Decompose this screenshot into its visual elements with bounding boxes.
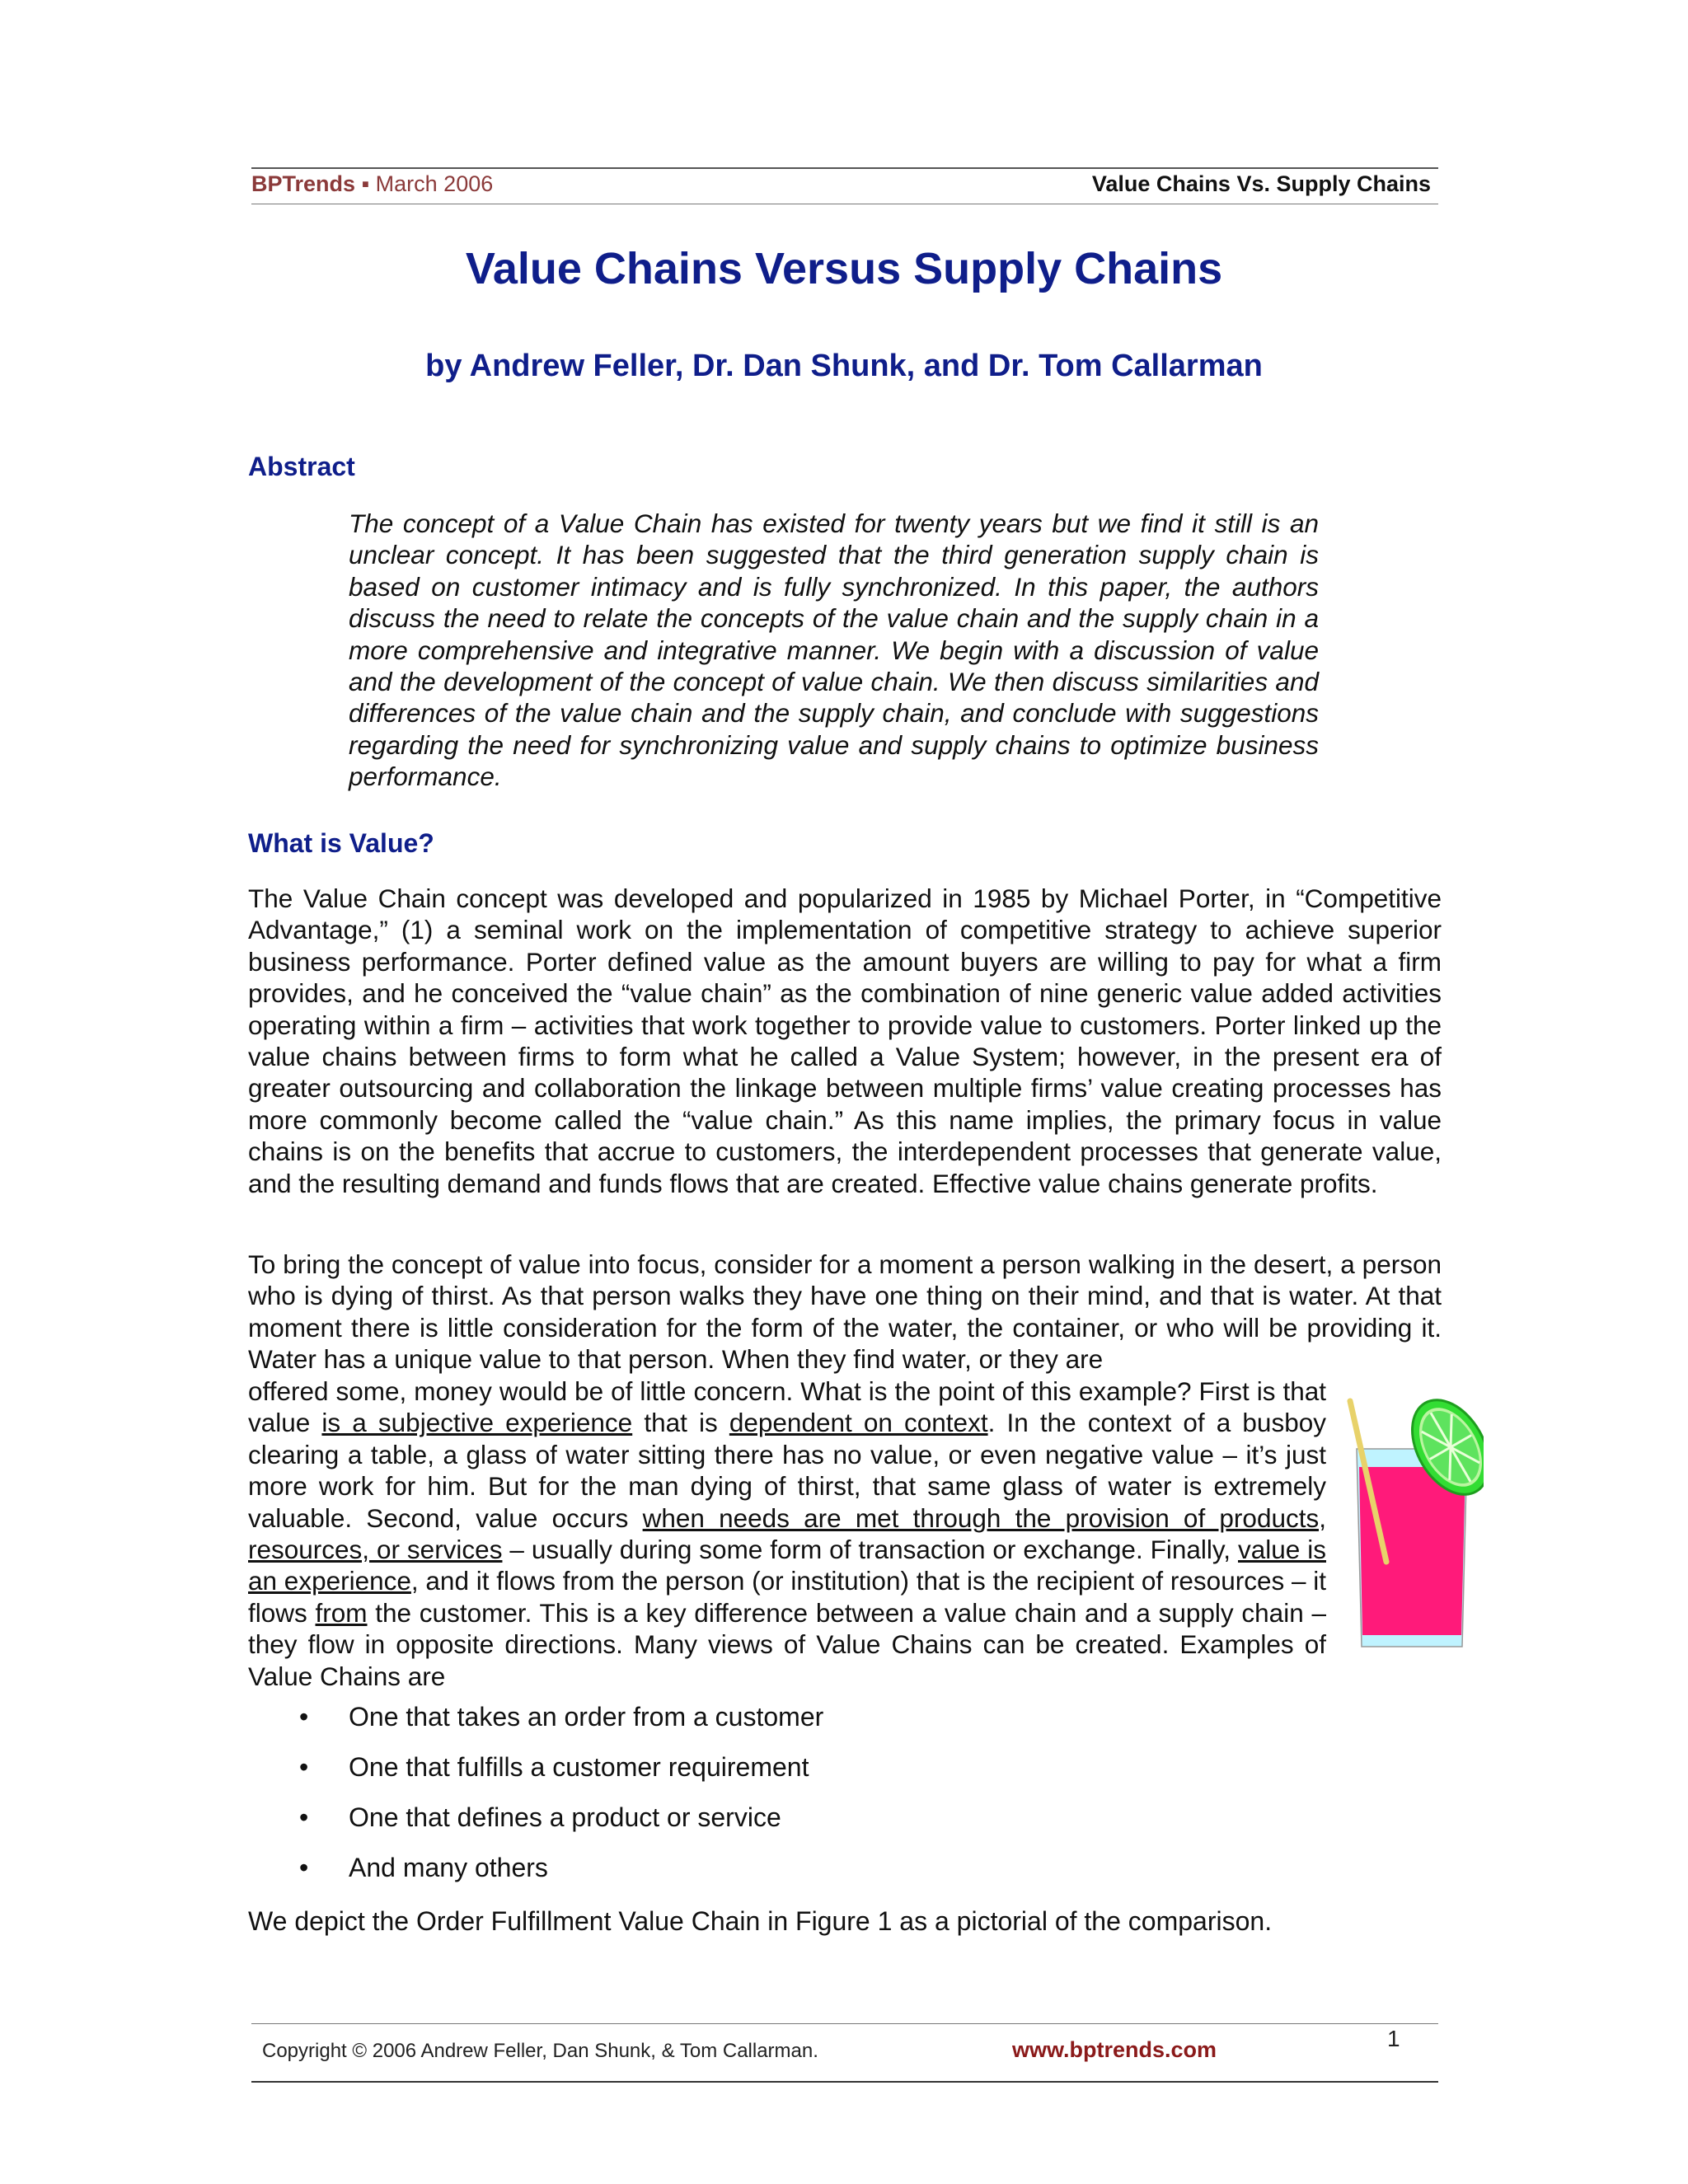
list-item-text: One that fulfills a customer requirement bbox=[349, 1752, 809, 1782]
header-brand-date bbox=[251, 171, 493, 197]
brand-name: BPTrends bbox=[251, 171, 356, 196]
text-run: – usually during some form of transaction or exchange. Finally, bbox=[502, 1535, 1238, 1565]
glass-liquid bbox=[1359, 1467, 1465, 1635]
copyright-notice: Copyright © 2006 Andrew Feller, Dan Shunk, & Tom Callarman. bbox=[262, 2040, 818, 2062]
abstract-text: The concept of a Value Chain has existed for twenty years but we find it still is an unclear concept. It has been suggested that the third generation supply chain is based on customer intimacy and is fully synchronized. In this paper, the authors discuss the need to relate the concepts of the value chain and the supply chain in a more comprehensive and integrative manner. We begin with a discussion of value and the development of the concept of value chain. We then discuss similarities and differences of the value chain and the supply chain, and conclude with suggestions regarding the need for synchronizing value and supply chains to optimize business performance. bbox=[349, 509, 1319, 792]
text-run: , and it flows from the person (or institution) that is the recipient of resources – it flows bbox=[248, 1566, 1327, 1628]
text-run: offered some, money would be of little concern. What is the point of this example? First is that value bbox=[248, 1376, 1326, 1438]
bullet-glyph: • bbox=[299, 1802, 309, 1832]
value-chain-examples-list bbox=[248, 1701, 823, 1902]
bullet-glyph: • bbox=[299, 1702, 309, 1732]
list-item-text: One that takes an order from a customer bbox=[349, 1702, 824, 1732]
list-item bbox=[248, 1802, 823, 1852]
header-date: March 2006 bbox=[375, 171, 494, 196]
list-item bbox=[248, 1701, 823, 1751]
underlined-needs-are-met: when needs are met through the provision of products, resources, or services bbox=[248, 1502, 1326, 1565]
underlined-from: from bbox=[315, 1597, 368, 1628]
abstract-heading: Abstract bbox=[248, 452, 355, 481]
running-title: Value Chains Vs. Supply Chains bbox=[1091, 171, 1431, 196]
list-item-text: And many others bbox=[349, 1853, 548, 1882]
text-run: the customer. This is a key difference between a value chain and a supply chain – they flow in opposite directions. Many views of Value Chains can be created. Examples of Value Chains are bbox=[248, 1597, 1326, 1691]
text-run: . In the context of a busboy clearing a table, a glass of water sitting there has no value, or even negative value – it’s just more work for him. But for the man dying of thirst, that same glass of water is extremely valuable. Second, value occurs bbox=[248, 1408, 1326, 1533]
author-line: by Andrew Feller, Dr. Dan Shunk, and Dr. Tom Callarman bbox=[425, 349, 1263, 383]
closing-sentence: We depict the Order Fulfillment Value Chain in Figure 1 as a pictorial of the comparison. bbox=[248, 1906, 1273, 1936]
underlined-value-is-an-experience: value is an experience bbox=[248, 1535, 1326, 1596]
website-link[interactable]: www.bptrends.com bbox=[1012, 2037, 1217, 2062]
page-number: 1 bbox=[1387, 2026, 1400, 2051]
paragraph-desert-intro: To bring the concept of value into focus, consider for a moment a person walking in the desert, a person who is dying of thirst. As that person walks they have one thing on their mind, and that is water. At that moment there is little consideration for the form of the water, the container, or who will be providing it. Water has a unique value to that person. When they find water, or they are bbox=[248, 1249, 1442, 1375]
cocktail-glass-icon bbox=[1343, 1385, 1484, 1657]
footer-top-rule bbox=[251, 2023, 1438, 2024]
list-item bbox=[248, 1751, 823, 1802]
bullet-glyph: • bbox=[299, 1853, 309, 1882]
text-run: that is bbox=[632, 1408, 729, 1438]
underlined-dependent-on-context: dependent on context bbox=[729, 1408, 988, 1438]
header-separator: ▪ bbox=[361, 171, 370, 196]
header-top-rule bbox=[251, 167, 1438, 169]
underlined-subjective-experience: is a subjective experience bbox=[321, 1408, 633, 1438]
list-item-text: One that defines a product or service bbox=[349, 1802, 781, 1832]
paragraph-value-points bbox=[248, 1376, 1326, 1692]
list-item bbox=[248, 1852, 823, 1902]
document-title: Value Chains Versus Supply Chains bbox=[465, 244, 1223, 293]
footer-bottom-rule bbox=[251, 2081, 1438, 2083]
section-heading-what-is-value: What is Value? bbox=[248, 828, 434, 858]
paragraph-porter: The Value Chain concept was developed and popularized in 1985 by Michael Porter, in “Competitive Advantage,” (1) a seminal work on the implementation of competitive strategy to achieve superior business performance. Porter defined value as the amount buyers are willing to pay for what a firm provides, and he conceived the “value chain” as the combination of nine generic value added activities operating within a firm – activities that work together to provide value to customers. Porter linked up the value chains between firms to form what he called a Value System; however, in the present era of greater outsourcing and collaboration the linkage between multiple firms’ value creating processes has more commonly become called the “value chain.” As this name implies, the primary focus in value chains is on the benefits that accrue to customers, the interdependent processes that generate value, and the resulting demand and funds flows that are created. Effective value chains generate profits. bbox=[248, 883, 1442, 1198]
bullet-glyph: • bbox=[299, 1752, 309, 1782]
